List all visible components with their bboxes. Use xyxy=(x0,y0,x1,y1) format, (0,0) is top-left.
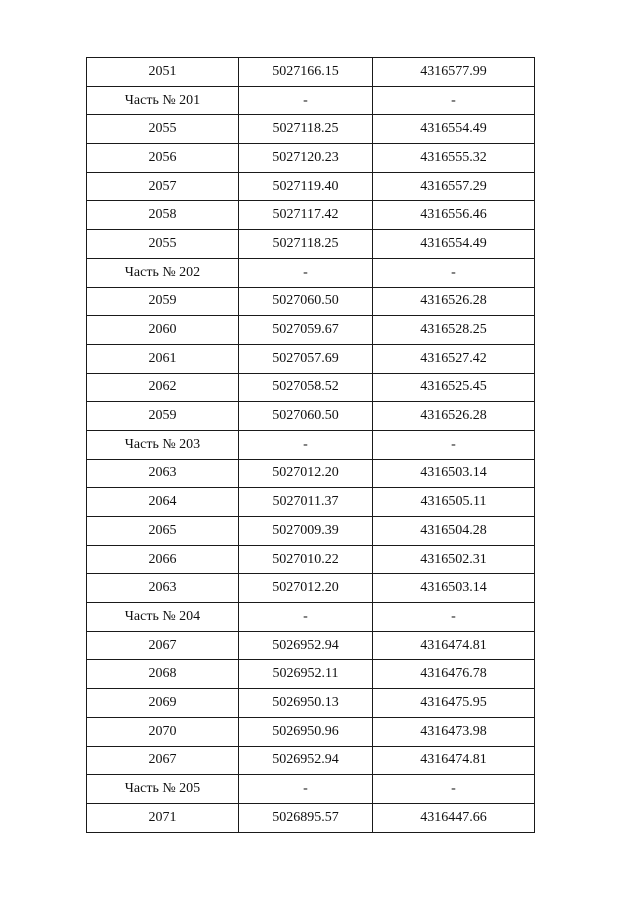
x-coordinate-cell: 5027119.40 xyxy=(239,172,373,201)
table-row xyxy=(87,230,535,259)
table-row xyxy=(87,545,535,574)
point-number-cell: 2059 xyxy=(87,287,239,316)
y-coordinate-cell: - xyxy=(373,775,535,804)
y-coordinate-cell: 4316474.81 xyxy=(373,746,535,775)
y-coordinate-cell: 4316505.11 xyxy=(373,488,535,517)
y-coordinate-cell: 4316475.95 xyxy=(373,689,535,718)
part-label-cell: Часть № 205 xyxy=(87,775,239,804)
x-coordinate-cell: 5027118.25 xyxy=(239,230,373,259)
point-number-cell: 2068 xyxy=(87,660,239,689)
table-row xyxy=(87,172,535,201)
table-row xyxy=(87,660,535,689)
table-row xyxy=(87,746,535,775)
y-coordinate-cell: 4316554.49 xyxy=(373,230,535,259)
y-coordinate-cell: 4316503.14 xyxy=(373,459,535,488)
x-coordinate-cell: 5027012.20 xyxy=(239,574,373,603)
point-number-cell: 2055 xyxy=(87,230,239,259)
y-coordinate-cell: 4316528.25 xyxy=(373,316,535,345)
part-header-row xyxy=(87,258,535,287)
x-coordinate-cell: - xyxy=(239,775,373,804)
point-number-cell: 2067 xyxy=(87,746,239,775)
y-coordinate-cell: 4316527.42 xyxy=(373,344,535,373)
table-row xyxy=(87,689,535,718)
point-number-cell: 2058 xyxy=(87,201,239,230)
part-label-cell: Часть № 203 xyxy=(87,430,239,459)
table-row xyxy=(87,344,535,373)
table-row xyxy=(87,144,535,173)
x-coordinate-cell: - xyxy=(239,258,373,287)
y-coordinate-cell: 4316526.28 xyxy=(373,287,535,316)
x-coordinate-cell: - xyxy=(239,430,373,459)
x-coordinate-cell: 5027059.67 xyxy=(239,316,373,345)
y-coordinate-cell: 4316447.66 xyxy=(373,803,535,832)
x-coordinate-cell: 5027058.52 xyxy=(239,373,373,402)
x-coordinate-cell: - xyxy=(239,603,373,632)
point-number-cell: 2063 xyxy=(87,574,239,603)
point-number-cell: 2057 xyxy=(87,172,239,201)
x-coordinate-cell: 5027010.22 xyxy=(239,545,373,574)
x-coordinate-cell: 5027060.50 xyxy=(239,402,373,431)
point-number-cell: 2064 xyxy=(87,488,239,517)
table-row xyxy=(87,201,535,230)
point-number-cell: 2063 xyxy=(87,459,239,488)
table-row xyxy=(87,488,535,517)
point-number-cell: 2065 xyxy=(87,517,239,546)
part-label-cell: Часть № 202 xyxy=(87,258,239,287)
y-coordinate-cell: 4316503.14 xyxy=(373,574,535,603)
table-row xyxy=(87,58,535,87)
part-label-cell: Часть № 204 xyxy=(87,603,239,632)
x-coordinate-cell: 5027011.37 xyxy=(239,488,373,517)
y-coordinate-cell: 4316554.49 xyxy=(373,115,535,144)
point-number-cell: 2067 xyxy=(87,631,239,660)
point-number-cell: 2060 xyxy=(87,316,239,345)
x-coordinate-cell: 5027012.20 xyxy=(239,459,373,488)
x-coordinate-cell: 5026952.94 xyxy=(239,746,373,775)
point-number-cell: 2071 xyxy=(87,803,239,832)
y-coordinate-cell: - xyxy=(373,258,535,287)
point-number-cell: 2056 xyxy=(87,144,239,173)
y-coordinate-cell: 4316556.46 xyxy=(373,201,535,230)
table-row xyxy=(87,517,535,546)
part-header-row xyxy=(87,775,535,804)
point-number-cell: 2062 xyxy=(87,373,239,402)
table-row xyxy=(87,631,535,660)
part-label-cell: Часть № 201 xyxy=(87,86,239,115)
x-coordinate-cell: 5027117.42 xyxy=(239,201,373,230)
point-number-cell: 2061 xyxy=(87,344,239,373)
y-coordinate-cell: 4316577.99 xyxy=(373,58,535,87)
x-coordinate-cell: 5027120.23 xyxy=(239,144,373,173)
point-number-cell: 2066 xyxy=(87,545,239,574)
table-row xyxy=(87,574,535,603)
x-coordinate-cell: 5026950.96 xyxy=(239,717,373,746)
y-coordinate-cell: 4316525.45 xyxy=(373,373,535,402)
y-coordinate-cell: 4316555.32 xyxy=(373,144,535,173)
y-coordinate-cell: 4316502.31 xyxy=(373,545,535,574)
y-coordinate-cell: - xyxy=(373,603,535,632)
table-row xyxy=(87,717,535,746)
y-coordinate-cell: 4316557.29 xyxy=(373,172,535,201)
y-coordinate-cell: - xyxy=(373,430,535,459)
table-row xyxy=(87,459,535,488)
x-coordinate-cell: 5027166.15 xyxy=(239,58,373,87)
x-coordinate-cell: 5026952.11 xyxy=(239,660,373,689)
y-coordinate-cell: 4316476.78 xyxy=(373,660,535,689)
part-header-row xyxy=(87,86,535,115)
y-coordinate-cell: 4316473.98 xyxy=(373,717,535,746)
table-row xyxy=(87,316,535,345)
x-coordinate-cell: 5027057.69 xyxy=(239,344,373,373)
table-row xyxy=(87,803,535,832)
x-coordinate-cell: 5026895.57 xyxy=(239,803,373,832)
table-row xyxy=(87,115,535,144)
point-number-cell: 2055 xyxy=(87,115,239,144)
x-coordinate-cell: 5026952.94 xyxy=(239,631,373,660)
table-row xyxy=(87,287,535,316)
y-coordinate-cell: 4316504.28 xyxy=(373,517,535,546)
coordinates-table xyxy=(86,57,535,833)
x-coordinate-cell: 5027060.50 xyxy=(239,287,373,316)
part-header-row xyxy=(87,430,535,459)
table-row xyxy=(87,373,535,402)
y-coordinate-cell: - xyxy=(373,86,535,115)
x-coordinate-cell: 5027009.39 xyxy=(239,517,373,546)
point-number-cell: 2051 xyxy=(87,58,239,87)
table-row xyxy=(87,402,535,431)
point-number-cell: 2069 xyxy=(87,689,239,718)
point-number-cell: 2059 xyxy=(87,402,239,431)
y-coordinate-cell: 4316526.28 xyxy=(373,402,535,431)
y-coordinate-cell: 4316474.81 xyxy=(373,631,535,660)
point-number-cell: 2070 xyxy=(87,717,239,746)
x-coordinate-cell: - xyxy=(239,86,373,115)
x-coordinate-cell: 5027118.25 xyxy=(239,115,373,144)
coordinates-table-body xyxy=(87,58,535,833)
part-header-row xyxy=(87,603,535,632)
x-coordinate-cell: 5026950.13 xyxy=(239,689,373,718)
